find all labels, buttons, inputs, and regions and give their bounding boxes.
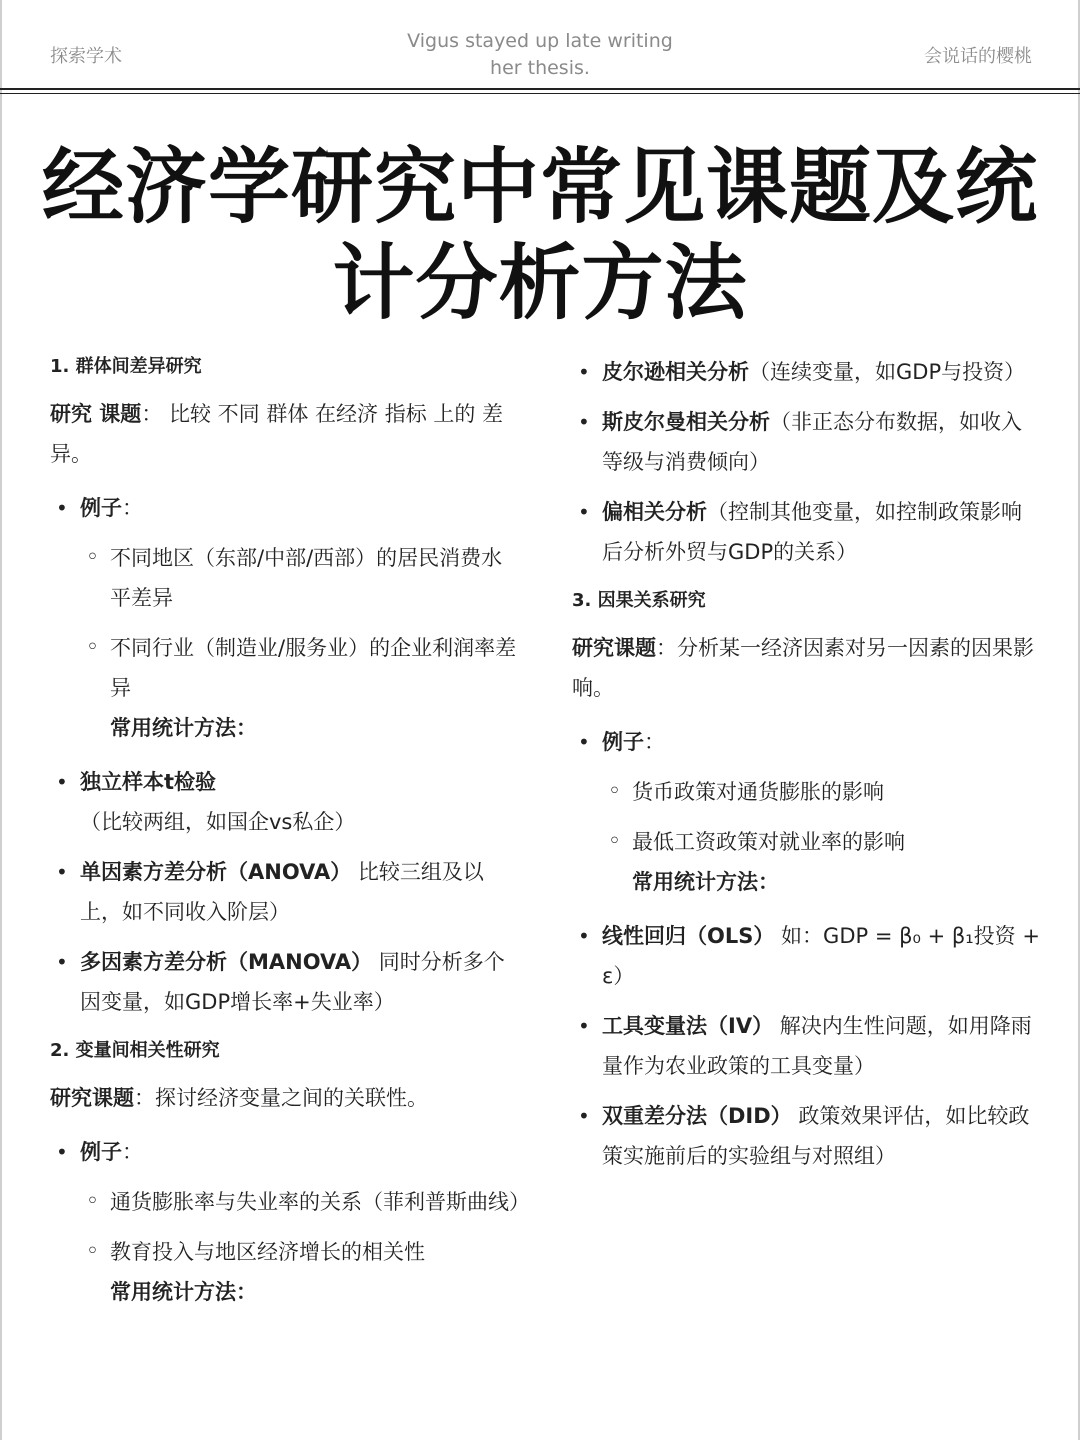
section3-topic-label: 研究课题: [572, 636, 656, 660]
method-name: 偏相关分析: [602, 500, 707, 524]
section1-topic: [50, 394, 520, 474]
method-name: 斯皮尔曼相关分析: [602, 410, 770, 434]
method-name: 单因素方差分析（ANOVA）: [80, 860, 352, 884]
header-center-caption: Vigus stayed up late writing her thesis.: [407, 30, 673, 79]
method-name: 独立样本t检验: [80, 770, 217, 794]
section2-topic-label: 研究课题: [50, 1086, 134, 1110]
header-divider-thick: [0, 88, 1080, 90]
header-divider-thin: [0, 93, 1080, 94]
section3-method-item: [572, 1006, 1042, 1086]
method-name: 线性回归（OLS）: [602, 924, 775, 948]
page-title: 经济学研究中常见课题及统计分析方法: [41, 140, 1038, 331]
section3-heading: 3. 因果关系研究: [572, 590, 706, 611]
section1-method-item: [50, 852, 520, 932]
method-desc: （控制其他变量，如控制政策影响后分析外贸与GDP的关系）: [602, 500, 1022, 564]
section2-examples-label: 例子: [80, 1140, 122, 1164]
section2-method-item: [572, 492, 1042, 572]
section2-topic: [50, 1078, 520, 1118]
section1-example-item: ◦ 不同地区（东部/中部/西部）的居民消费水平差异: [50, 538, 520, 618]
section1-examples-label: 例子: [80, 496, 122, 520]
section2-method-item: [572, 352, 1042, 392]
section3-method-item: [572, 916, 1042, 996]
method-desc: 政策效果评估，如比较政策实施前后的实验组与对照组）: [602, 1104, 1030, 1168]
method-name: 工具变量法（IV）: [602, 1014, 774, 1038]
section1-example-item: ◦ 不同行业（制造业/服务业）的企业利润率差异: [50, 628, 520, 708]
section3-examples-label-item: • 例子：: [572, 722, 1042, 762]
section2-topic-text: ：探讨经济变量之间的关联性。: [134, 1086, 428, 1110]
section2-methods-label: 常用统计方法: [110, 1280, 236, 1304]
section2-method-item: [572, 402, 1042, 482]
method-desc: （连续变量，如GDP与投资）: [749, 360, 1026, 384]
section3-topic-text: ：分析某一经济因素对另一因素的因果影响。: [572, 636, 1034, 700]
section2-heading: 2. 变量间相关性研究: [50, 1040, 220, 1061]
method-desc: 解决内生性问题，如用降雨量作为农业政策的工具变量）: [602, 1014, 1032, 1078]
left-column: [50, 348, 530, 1326]
section2-methods-label-item: 常用统计方法：: [110, 1280, 257, 1304]
section1-heading: 1. 群体间差异研究: [50, 356, 202, 377]
method-name: 皮尔逊相关分析: [602, 360, 749, 384]
method-desc: （比较两组，如国企vs私企）: [80, 810, 356, 834]
section1-topic-text: ： 比较 不同 群体 在经济 指标 上的 差异。: [50, 402, 504, 466]
section1-method-item: [50, 942, 520, 1022]
method-desc: 如：GDP = β₀ + β₁投资 + ε）: [602, 924, 1040, 988]
method-desc: （非正态分布数据，如收入等级与消费倾向）: [602, 410, 1022, 474]
section1-examples-label-item: • 例子：: [50, 488, 520, 528]
section3-examples-label: 例子: [602, 730, 644, 754]
section2-example-item: ◦ 通货膨胀率与失业率的关系（菲利普斯曲线）: [50, 1182, 520, 1222]
method-desc: 比较三组及以上，如不同收入阶层）: [80, 860, 484, 924]
section3-example-item: ◦ 货币政策对通货膨胀的影响: [572, 772, 1042, 812]
method-desc: 同时分析多个因变量，如GDP增长率+失业率）: [80, 950, 505, 1014]
section2-example-item: ◦ 教育投入与地区经济增长的相关性: [50, 1232, 520, 1272]
section3-topic: [572, 628, 1042, 708]
header-left-label: 探索学术: [50, 46, 122, 67]
section3-methods-label-item: 常用统计方法：: [632, 870, 779, 894]
header: [0, 0, 1080, 92]
section3-method-item: [572, 1096, 1042, 1176]
section3-example-item: ◦ 最低工资政策对就业率的影响: [572, 822, 1042, 862]
right-column: [572, 352, 1042, 1186]
method-name: 多因素方差分析（MANOVA）: [80, 950, 373, 974]
section3-methods-label: 常用统计方法: [632, 870, 758, 894]
header-right-label: 会说话的樱桃: [924, 46, 1032, 67]
section1-methods-label: 常用统计方法: [110, 716, 236, 740]
method-name: 双重差分法（DID）: [602, 1104, 792, 1128]
section2-examples-label-item: • 例子：: [50, 1132, 520, 1172]
section1-method-item: [50, 762, 520, 842]
section1-methods-label-item: 常用统计方法：: [110, 716, 257, 740]
section1-topic-label: 研究 课题: [50, 402, 142, 426]
